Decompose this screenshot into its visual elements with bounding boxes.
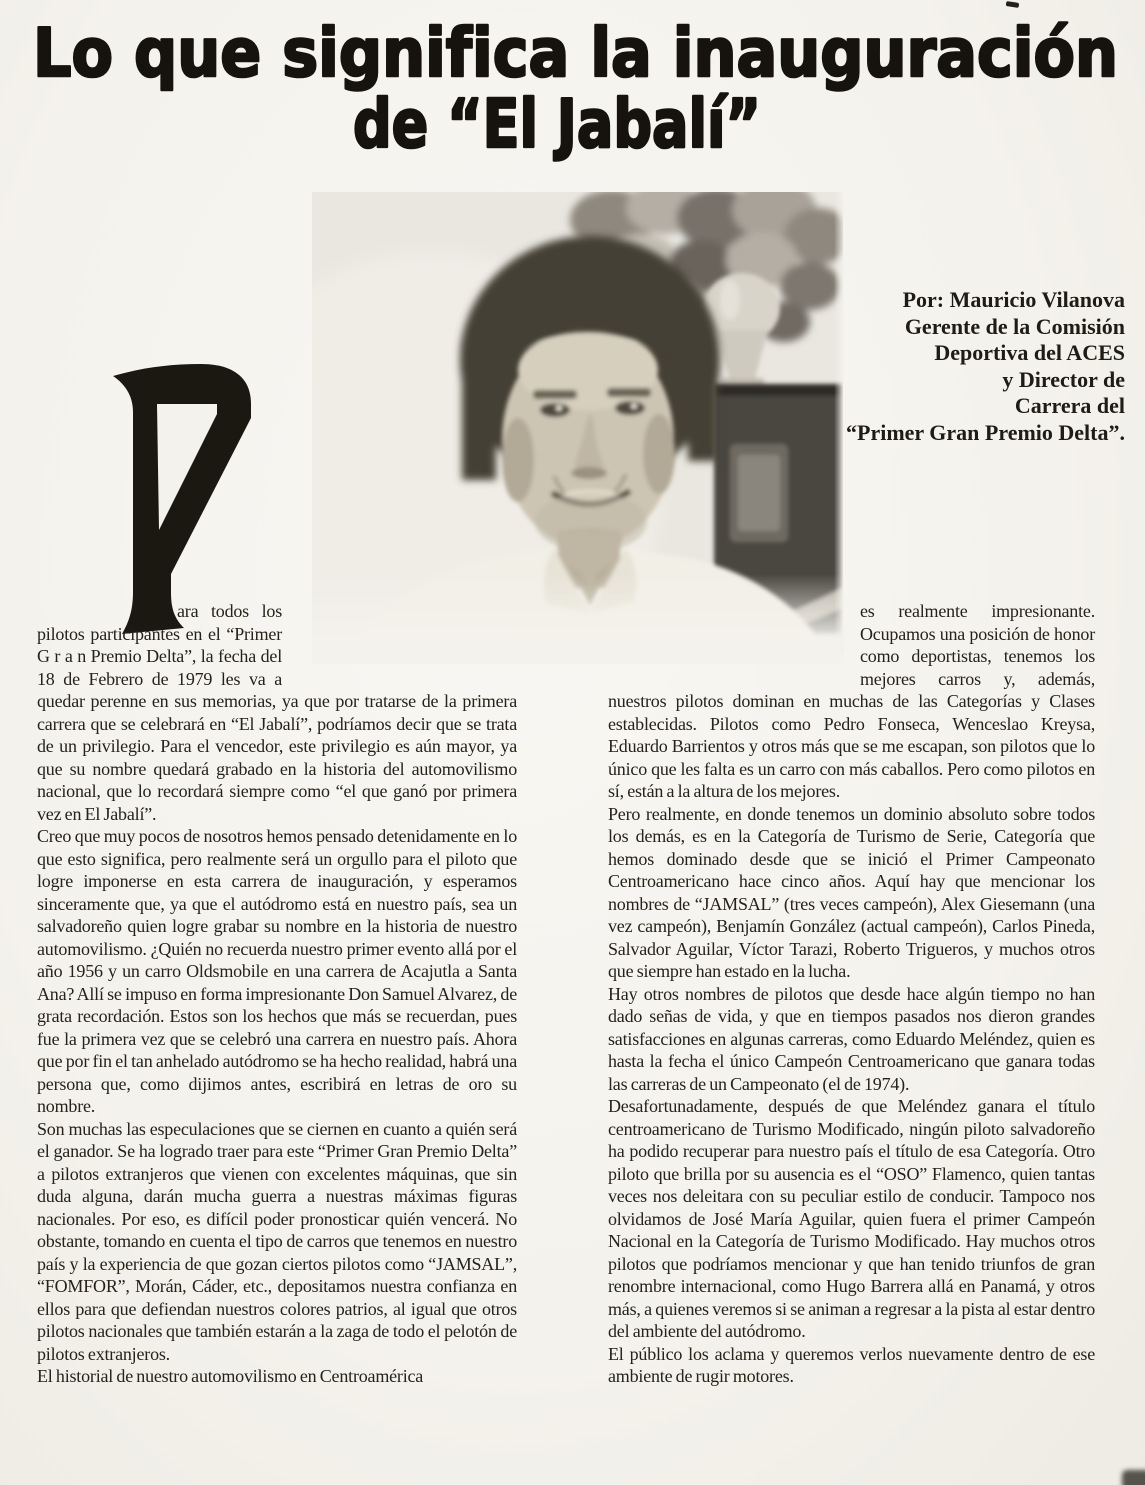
paragraph: Creo que muy pocos de nosotros hemos pensado detenidamente en lo que esto significa, pero realmente será un orgullo para el piloto que logre imponerse en esta carrera de inauguración, y esperamos sinceramente que, ya que el autódromo está en nuestro país, sea un salvadoreño quien logre grabar su nombre en la historia de nuestro automovilismo. ¿Quién no recuerda nuestro primer evento allá por el año 1956 y un carro Oldsmobile en una carrera de Acajutla a Santa Ana? Allí se impuso en forma impresionante Don Samuel Alvarez, de grata recordación. Estos son los hechos que más se recuerdan, pues fue la primera vez que se celebró una carrera en nuestro país. Ahora que por fin el tan anhelado autódromo se ha hecho realidad, habrá una persona que, como dijimos antes, escribirá en letras de oro su nombre.: [37, 826, 517, 1116]
article-title: [0, 0, 1145, 175]
byline-line: y Director de: [1002, 366, 1125, 392]
paragraph: Hay otros nombres de pilotos que desde hace algún tiempo no han dado señas de vida, y que en tiempos pasados nos dieron grandes satisfacciones en algunas carreras, como Eduardo Meléndez, quien es hasta la fecha el único Campeón Centroamericano que ganara todas las carreras de un Campeonato (el de 1974).: [608, 983, 1095, 1094]
article-title-line1: Lo que significa la inauguración: [33, 14, 1118, 92]
byline-line: Por: Mauricio Vilanova: [902, 287, 1125, 312]
drop-cap-glyph: [113, 363, 253, 635]
dropcap-wrap-spacer: [37, 600, 177, 622]
paragraph: Desafortunadamente, después de que Meléndez ganara el título centroamericano de Turismo Modificado, ningún piloto salvadoreño ha podido recuperar para nuestro país el título de esa Categoría. Otro piloto que brilla por su ausencia es el “OSO” Flamenco, quien tantas veces nos deleitara con su peculiar estilo de conducir. Tampoco nos olvidamos de José María Aguilar, quien fuera el primer Campeón Nacional en la Categoría de Turismo Modificado. Hay muchos otros pilotos que podríamos mencionar y que han tenido triunfos de gran renombre internacional, como Hugo Barrera allá en Panamá, y otros más, a quienes veremos si se animan a regresar a la pista al estar dentro del ambiente del autódromo.: [608, 1096, 1095, 1341]
photo-indent-spacer: [608, 600, 860, 690]
byline-line: Gerente de la Comisión: [904, 313, 1125, 339]
left-column: [37, 600, 517, 1388]
paragraph: es realmente impresionante. Ocupamos una posición de honor como deportistas, tenemos los mejores carros y, además, nuestros pilotos dominan en muchas de las Categorías y Clases establecidas. Pilotos como Pedro Fonseca, Wenceslao Kreysa, Eduardo Barrientos y otros más que se me escapan, son pilotos que lo único que les falta es un carro con más caballos. Pero como pilotos en sí, están a la altura de los mejores.: [608, 601, 1095, 801]
article-title-line2: de “El Jabalí”: [353, 85, 761, 163]
byline-line: Deportiva del ACES: [934, 340, 1125, 365]
drop-cap-letter-p: [113, 363, 253, 635]
paragraph: El público los aclama y queremos verlos nuevamente dentro de ese ambiente de rugir motores.: [608, 1343, 1095, 1386]
paragraph: ara todos los pilotos participantes en el “Primer G r a n Premio Delta”, la fecha del 18 de Febrero de 1979 les va a quedar perenne en sus memorias, ya que por tratarse de la primera carrera que se celebrará en “El Jabalí”, podríamos decir que se trata de un privilegio. Para el vencedor, este privilegio es aún mayor, ya que su nombre quedará grabado en la historia del automovilismo nacional, que lo recordará siempre como “el que ganó por primera vez en El Jabalí”.: [37, 601, 517, 824]
photo-wrap-spacer: [282, 600, 517, 690]
page-corner-mark: [1122, 1470, 1145, 1485]
right-column: [608, 600, 1095, 1388]
paragraph: Pero realmente, en donde tenemos un dominio absoluto sobre todos los demás, es en la Categoría de Turismo de Serie, Categoría que hemos dominado desde que se inició el Primer Campeonato Centroamericano hace cinco años. Aquí hay que mencionar los nombres de “JAMSAL” (tres veces campeón), Alex Giesemann (una vez campeón), Benjamín González (actual campeón), Carlos Pineda, Salvador Aguilar, Víctor Tarazi, Roberto Trigueros, y muchos otros que siempre han estado en la lucha.: [608, 803, 1095, 981]
byline-line: “Primer Gran Premio Delta”.: [846, 419, 1125, 445]
paragraph: El historial de nuestro automovilismo en Centroamérica: [37, 1366, 424, 1386]
paragraph: Son muchas las especulaciones que se ciernen en cuanto a quién será el ganador. Se ha logrado traer para este “Primer Gran Premio Delta” a pilotos extranjeros que vienen con excelentes máquinas, que sin duda alguna, darán mucha guerra a nuestras máximas figuras nacionales. Por eso, es difícil poder pronosticar quién vencerá. No obstante, tomando en cuenta el tipo de carros que tenemos en nuestro país y la experiencia de que gozan ciertos pilotos como “JAMSAL”, “FOMFOR”, Morán, Cáder, etc., depositamos nuestra confianza en ellos para que defiendan nuestros colores patrios, al igual que otros pilotos nacionales que también estarán a la zaga de todo el pelotón de pilotos extranjeros.: [37, 1118, 517, 1364]
byline-line: Carrera del: [1014, 393, 1125, 418]
byline-block: [655, 287, 1125, 446]
